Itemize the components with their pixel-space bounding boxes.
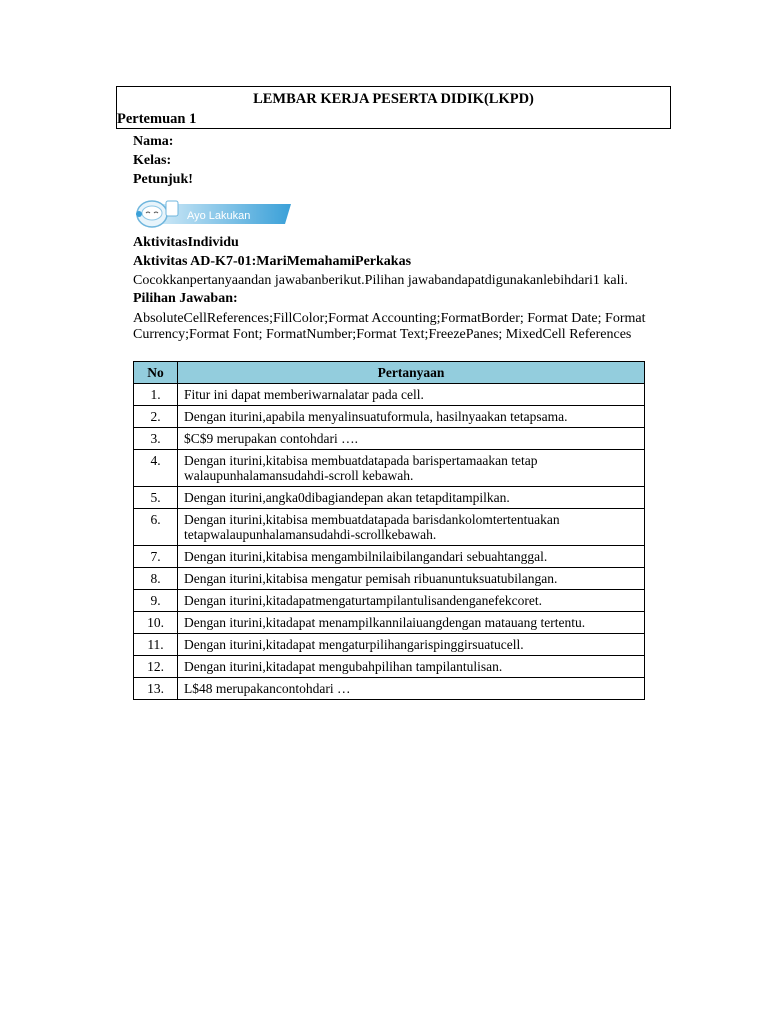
row-number: 12.: [134, 656, 178, 678]
table-row: [134, 612, 645, 634]
row-number: 7.: [134, 546, 178, 568]
worksheet-title: LEMBAR KERJA PESERTA DIDIK(LKPD): [253, 91, 534, 107]
row-question: Dengan iturini,kitadapat mengubahpilihan tampilantulisan.: [178, 656, 645, 678]
class-label: Kelas:: [133, 153, 172, 168]
choices-text: AbsoluteCellReferences;FillColor;Format Accounting;FormatBorder; Format Date; Format Currency;Format Font; FormatNumber;Format Text;FreezePanes; MixedCell References: [133, 311, 646, 342]
row-question: Dengan iturini,kitabisa membuatdatapada barisdankolomtertentuakan tetapwalaupunhalamansudahdi-scrollkebawah.: [178, 509, 645, 546]
row-number: 4.: [134, 450, 178, 487]
row-number: 3.: [134, 428, 178, 450]
table-row: [134, 546, 645, 568]
table-row: [134, 590, 645, 612]
row-question: Dengan iturini,kitabisa membuatdatapada barispertamaakan tetap walaupunhalamansudahdi-scroll kebawah.: [178, 450, 645, 487]
row-number: 5.: [134, 487, 178, 509]
table-row: [134, 428, 645, 450]
row-question: Fitur ini dapat memberiwarnalatar pada cell.: [178, 384, 645, 406]
row-question: Dengan iturini,apabila menyalinsuatuformula, hasilnyaakan tetapsama.: [178, 406, 645, 428]
row-question: Dengan iturini,angka0dibagiandepan akan tetapditampilkan.: [178, 487, 645, 509]
row-number: 9.: [134, 590, 178, 612]
row-question: Dengan iturini,kitabisa mengatur pemisah ribuanuntuksuatubilangan.: [178, 568, 645, 590]
row-question: $C$9 merupakan contohdari ….: [178, 428, 645, 450]
row-number: 2.: [134, 406, 178, 428]
row-question: Dengan iturini,kitadapat mengaturpilihangarispinggirsuatucell.: [178, 634, 645, 656]
meeting-label: Pertemuan 1: [117, 111, 197, 127]
row-number: 6.: [134, 509, 178, 546]
table-row: [134, 450, 645, 487]
row-question: Dengan iturini,kitadapat menampilkannilaiuangdengan matauang tertentu.: [178, 612, 645, 634]
ayo-lakukan-banner: [135, 196, 293, 229]
table-row: [134, 634, 645, 656]
questions-table: [133, 361, 645, 700]
row-number: 13.: [134, 678, 178, 700]
row-question: L$48 merupakancontohdari …: [178, 678, 645, 700]
table-row: [134, 384, 645, 406]
header-no: No: [134, 362, 178, 384]
table-row: [134, 509, 645, 546]
name-label: Nama:: [133, 134, 174, 149]
activity-instruction: Cocokkanpertanyaandan jawabanberikut.Pilihan jawabandapatdigunakanlebihdari1 kali.: [133, 273, 628, 288]
table-row: [134, 568, 645, 590]
table-row: [134, 656, 645, 678]
table-row: [134, 678, 645, 700]
table-row: [134, 487, 645, 509]
row-number: 10.: [134, 612, 178, 634]
row-number: 11.: [134, 634, 178, 656]
row-number: 1.: [134, 384, 178, 406]
choices-label: Pilihan Jawaban:: [133, 291, 238, 306]
table-row: [134, 406, 645, 428]
row-question: Dengan iturini,kitadapatmengaturtampilantulisandenganefekcoret.: [178, 590, 645, 612]
header-box: [116, 86, 671, 129]
activity-type: AktivitasIndividu: [133, 235, 239, 250]
banner-text: Ayo Lakukan: [187, 210, 251, 222]
header-question: Pertanyaan: [178, 362, 645, 384]
instructions-label: Petunjuk!: [133, 172, 193, 187]
activity-title: Aktivitas AD-K7-01:MariMemahamiPerkakas: [133, 254, 412, 269]
row-number: 8.: [134, 568, 178, 590]
row-question: Dengan iturini,kitabisa mengambilnilaibilangandari sebuahtanggal.: [178, 546, 645, 568]
table-header-row: [134, 362, 645, 384]
